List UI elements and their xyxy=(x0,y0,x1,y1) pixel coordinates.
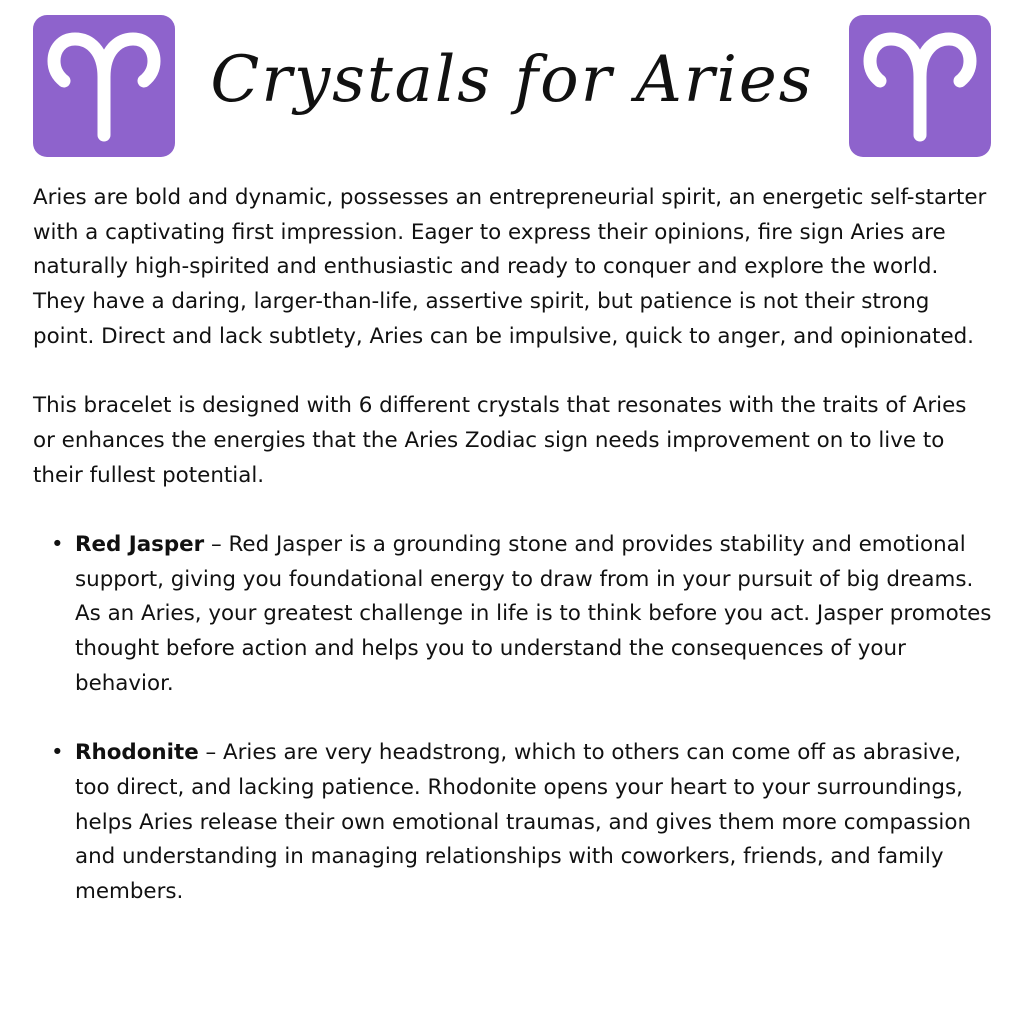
list-item-red-jasper xyxy=(33,528,995,702)
crystal-name: Rhodonite xyxy=(75,740,199,766)
crystal-name: Red Jasper xyxy=(75,532,205,557)
aries-badge-right xyxy=(849,15,991,157)
page-title: Crystals for Aries xyxy=(210,43,814,117)
intro-paragraph: Aries are bold and dynamic, possesses an entrepreneurial spirit, an energetic self-starter with a captivating first impression. Eager to express their opinions, fire sign Aries are naturally high-spirited and enthusiastic and ready to conquer and explore the world. They have a daring, larger-than-life, assertive spirit, but patience is not their strong point. Direct and lack subtlety, Aries can be impulsive, quick to anger, and opinionated. xyxy=(33,185,987,349)
crystal-description: – Aries are very headstrong, which to others can come off as abrasive, too direct, and lacking patience. Rhodonite opens your heart to your surroundings, helps Aries release their own emotional traumas, and gives them more compassion and understanding in managing relationships with coworkers, friends, and family members. xyxy=(75,740,972,905)
aries-symbol-icon xyxy=(849,15,991,157)
list-item-rhodonite xyxy=(33,736,995,910)
main-content xyxy=(33,181,995,944)
header xyxy=(0,0,1024,170)
aries-symbol-icon xyxy=(33,15,175,157)
crystal-list xyxy=(33,528,995,910)
bullet-icon: • xyxy=(51,532,64,557)
bullet-icon: • xyxy=(51,740,64,766)
aries-badge-left xyxy=(33,15,175,157)
bracelet-paragraph: This bracelet is designed with 6 different crystals that resonates with the traits of Aries or enhances the energies that the Aries Zodiac sign needs improvement on to live to their fullest potential. xyxy=(33,393,967,488)
crystal-description: – Red Jasper is a grounding stone and provides stability and emotional support, giving you foundational energy to draw from in your pursuit of big dreams. As an Aries, your greatest challenge in life is to think before you act. Jasper promotes thought before action and helps you to understand the consequences of your behavior. xyxy=(75,532,992,696)
